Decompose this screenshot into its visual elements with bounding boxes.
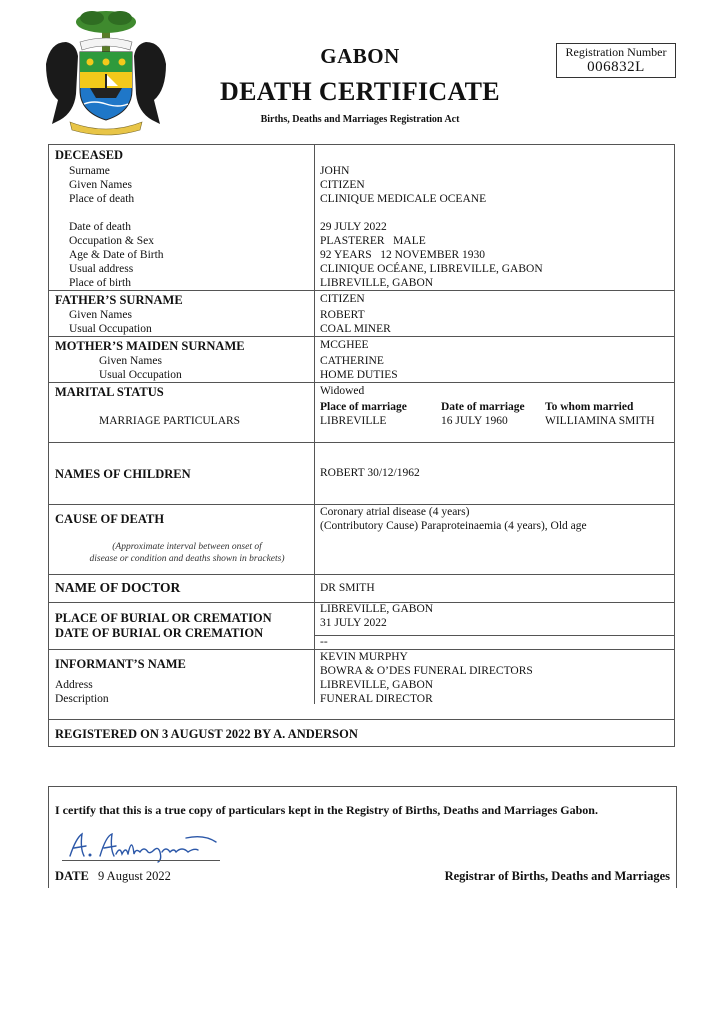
informant-name-value: KEVIN MURPHY <box>320 651 408 663</box>
cause-section-label: CAUSE OF DEATH <box>55 512 165 526</box>
doctor-section-label: NAME OF DOCTOR <box>55 580 181 595</box>
marriage-place-header: Place of marriage <box>320 401 407 413</box>
act-subtitle: Births, Deaths and Marriages Registration Act <box>260 114 460 125</box>
father-section-label: FATHER’S SURNAME <box>55 293 183 307</box>
mother-section-label: MOTHER’S MAIDEN SURNAME <box>55 339 245 353</box>
usual-address-label: Usual address <box>69 263 134 275</box>
informant-address-label: Address <box>55 679 93 691</box>
coat-of-arms-emblem <box>36 8 176 138</box>
usual-address-value: CLINIQUE OCÉANE, LIBREVILLE, GABON <box>320 263 543 275</box>
row-divider <box>49 574 674 575</box>
mother-occupation-value: HOME DUTIES <box>320 369 398 381</box>
column-divider <box>314 145 315 704</box>
burial-place-value: LIBREVILLE, GABON <box>320 603 434 615</box>
row-divider <box>314 635 674 636</box>
age-dob-label: Age & Date of Birth <box>69 249 164 261</box>
father-given-names-label: Given Names <box>69 309 132 321</box>
place-of-death-value: CLINIQUE MEDICALE OCEANE <box>320 193 487 205</box>
surname-label: Surname <box>69 165 110 177</box>
cause-line2: (Contributory Cause) Paraproteinaemia (4 years), Old age <box>320 520 587 532</box>
date-of-death-label: Date of death <box>69 221 131 233</box>
cause-note-line2: disease or condition and deaths shown in brackets) <box>89 554 285 564</box>
signature-line <box>62 860 220 861</box>
marriage-date-value: 16 JULY 1960 <box>441 415 508 427</box>
row-divider <box>49 290 674 291</box>
mother-surname-value: MCGHEE <box>320 339 369 351</box>
burial-extra-value: -- <box>320 636 328 648</box>
deceased-section-label: DECEASED <box>55 148 124 162</box>
place-of-birth-label: Place of birth <box>69 277 131 289</box>
burial-date-value: 31 JULY 2022 <box>320 617 387 629</box>
occupation-sex-value: PLASTERER MALE <box>320 235 426 247</box>
certificate-table <box>48 144 675 747</box>
father-given-names-value: ROBERT <box>320 309 365 321</box>
marriage-particulars-label: MARRIAGE PARTICULARS <box>99 415 241 427</box>
informant-description-label: Description <box>55 693 109 705</box>
country-name: GABON <box>320 44 400 68</box>
certification-date: 9 August 2022 <box>98 869 171 883</box>
marriage-place-value: LIBREVILLE <box>320 415 387 427</box>
row-divider <box>49 719 674 720</box>
father-occupation-value: COAL MINER <box>320 323 391 335</box>
marriage-spouse-value: WILLIAMINA SMITH <box>545 415 655 427</box>
marital-section-label: MARITAL STATUS <box>55 385 164 399</box>
cause-line1: Coronary atrial disease (4 years) <box>320 506 470 518</box>
children-section-label: NAMES OF CHILDREN <box>55 467 191 481</box>
children-value: ROBERT 30/12/1962 <box>320 467 420 479</box>
registration-box <box>556 43 676 78</box>
cause-note-line1: (Approximate interval between onset of <box>112 542 262 552</box>
document-title: DEATH CERTIFICATE <box>220 77 500 106</box>
place-of-death-label: Place of death <box>69 193 135 205</box>
age-dob-value: 92 YEARS 12 NOVEMBER 1930 <box>320 249 486 261</box>
row-divider <box>49 382 674 383</box>
burial-place-label: PLACE OF BURIAL OR CREMATION <box>55 611 272 625</box>
informant-description-value: FUNERAL DIRECTOR <box>320 693 433 705</box>
row-divider <box>49 442 674 443</box>
certification-statement: I certify that this is a true copy of particulars kept in the Registry of Births, Deaths and Marriages Gabon. <box>55 803 598 817</box>
mother-given-names-label: Given Names <box>99 355 162 367</box>
registered-statement: REGISTERED ON 3 AUGUST 2022 BY A. ANDERSON <box>55 727 358 741</box>
given-names-value: CITIZEN <box>320 179 365 191</box>
date-label: DATE <box>55 869 89 883</box>
mother-given-names-value: CATHERINE <box>320 355 384 367</box>
marriage-spouse-header: To whom married <box>545 401 634 413</box>
registrar-title: Registrar of Births, Deaths and Marriages <box>444 869 670 883</box>
marital-status-value: Widowed <box>320 385 365 397</box>
informant-company-value: BOWRA & O’DES FUNERAL DIRECTORS <box>320 665 533 677</box>
informant-address-value: LIBREVILLE, GABON <box>320 679 434 691</box>
row-divider <box>49 336 674 337</box>
mother-occupation-label: Usual Occupation <box>99 369 182 381</box>
informant-section-label: INFORMANT’S NAME <box>55 657 186 671</box>
doctor-value: DR SMITH <box>320 582 375 594</box>
place-of-birth-value: LIBREVILLE, GABON <box>320 277 434 289</box>
father-occupation-label: Usual Occupation <box>69 323 152 335</box>
surname-value: JOHN <box>320 165 350 177</box>
marriage-date-header: Date of marriage <box>441 401 525 413</box>
registration-number: 006832L <box>587 59 645 75</box>
father-surname-value: CITIZEN <box>320 293 365 305</box>
occupation-sex-label: Occupation & Sex <box>69 235 154 247</box>
burial-date-label: DATE OF BURIAL OR CREMATION <box>55 626 264 640</box>
registration-label: Registration Number <box>565 45 667 59</box>
signature-image <box>66 826 222 864</box>
date-of-death-value: 29 JULY 2022 <box>320 221 387 233</box>
given-names-label: Given Names <box>69 179 132 191</box>
